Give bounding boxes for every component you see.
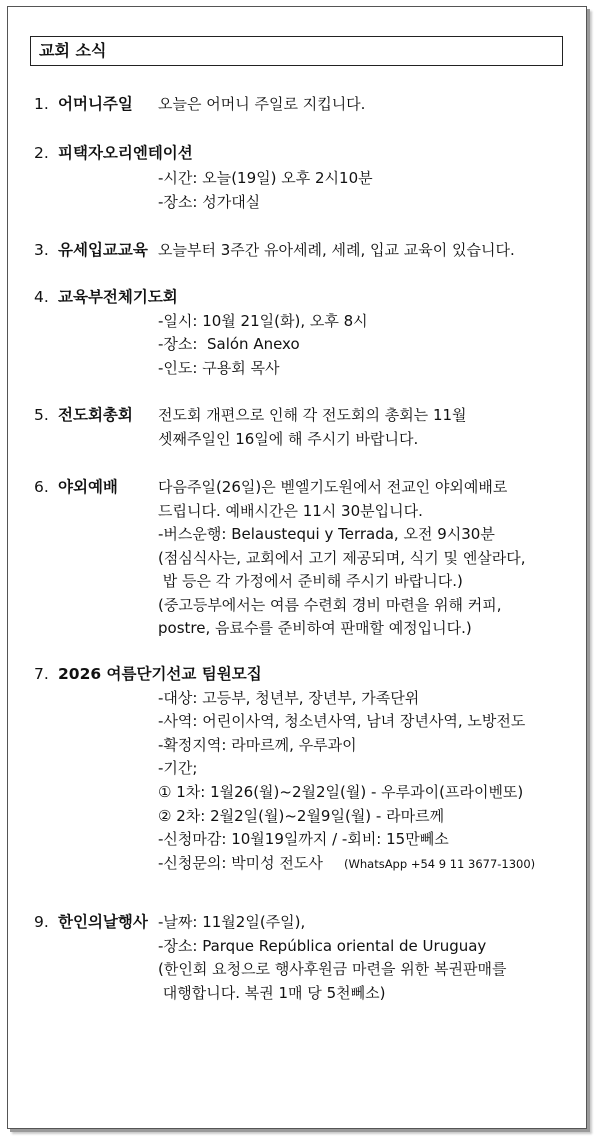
item-line: -시간: 오늘(19일) 오후 2시10분: [158, 169, 373, 187]
item-line: -장소: Parque República oriental de Uruguay: [158, 937, 487, 955]
item-line: -인도: 구용회 목사: [158, 359, 280, 377]
item-line: -날짜: 11월2일(주일),: [158, 913, 306, 931]
item-title: 교육부전체기도회: [58, 288, 178, 306]
item-line: -장소: Salón Anexo: [158, 335, 300, 353]
item-line: -버스운행: Belaustequi y Terrada, 오전 9시30분: [158, 525, 495, 543]
section-title: 교회 소식: [30, 36, 563, 66]
item-title: 어머니주일: [58, 95, 133, 113]
item-title: 2026 여름단기선교 팀원모집: [58, 665, 262, 683]
item-line: -사역: 어린이사역, 청소년사역, 남녀 장년사역, 노방전도: [158, 712, 526, 730]
item-number: 4.: [34, 288, 49, 306]
item-line: -신청문의: 박미성 전도사: [158, 854, 323, 872]
item-line: 다음주일(26일)은 벧엘기도원에서 전교인 야외예배로: [158, 478, 508, 496]
item-line: -일시: 10월 21일(화), 오후 8시: [158, 312, 368, 330]
item-line: (한인회 요청으로 행사후원금 마련을 위한 복권판매를: [158, 960, 507, 978]
item-title: 유세입교교육: [58, 241, 148, 259]
item-line: 밥 등은 각 가정에서 준비해 주시기 바랍니다.): [158, 572, 463, 590]
item-line: (점심식사는, 교회에서 고기 제공되며, 식기 및 엔살라다,: [158, 549, 526, 567]
contact-whatsapp: (WhatsApp +54 9 11 3677-1300): [344, 857, 536, 871]
item-line: -기간;: [158, 759, 198, 777]
item-title: 한인의날행사: [58, 913, 148, 931]
item-line: 전도회 개편으로 인해 각 전도회의 총회는 11월: [158, 406, 467, 424]
item-number: 6.: [34, 478, 49, 496]
item-number: 1.: [34, 95, 49, 113]
item-line: ① 1차: 1월26(월)~2월2일(월) - 우루과이(프라이벤또): [158, 783, 524, 801]
item-line: postre, 음료수를 준비하여 판매할 예정입니다.): [158, 619, 472, 637]
item-line: -대상: 고등부, 청년부, 장년부, 가족단위: [158, 689, 420, 707]
item-number: 9.: [34, 913, 49, 931]
item-line: (중고등부에서는 여름 수련회 경비 마련을 위해 커피,: [158, 596, 502, 614]
item-number: 7.: [34, 665, 49, 683]
item-title: 전도회총회: [58, 406, 133, 424]
item-title: 야외예배: [58, 478, 118, 496]
item-line: 오늘은 어머니 주일로 지킵니다.: [158, 95, 366, 113]
item-line: 오늘부터 3주간 유아세례, 세례, 입교 교육이 있습니다.: [158, 241, 515, 259]
item-line: -장소: 성가대실: [158, 193, 261, 211]
item-line: 대행합니다. 복권 1매 당 5천뻬소): [158, 984, 386, 1002]
item-line: -확정지역: 라마르께, 우루과이: [158, 736, 357, 754]
item-number: 2.: [34, 144, 49, 162]
item-line: 셋째주일인 16일에 해 주시기 바랍니다.: [158, 430, 419, 448]
item-line: 드립니다. 예배시간은 11시 30분입니다.: [158, 502, 423, 520]
item-number: 3.: [34, 241, 49, 259]
item-title: 피택자오리엔테이션: [58, 144, 193, 162]
item-number: 5.: [34, 406, 49, 424]
item-line: -신청마감: 10월19일까지 / -회비: 15만뻬소: [158, 830, 449, 848]
item-line: ② 2차: 2월2일(월)~2월9일(월) - 라마르께: [158, 807, 445, 825]
